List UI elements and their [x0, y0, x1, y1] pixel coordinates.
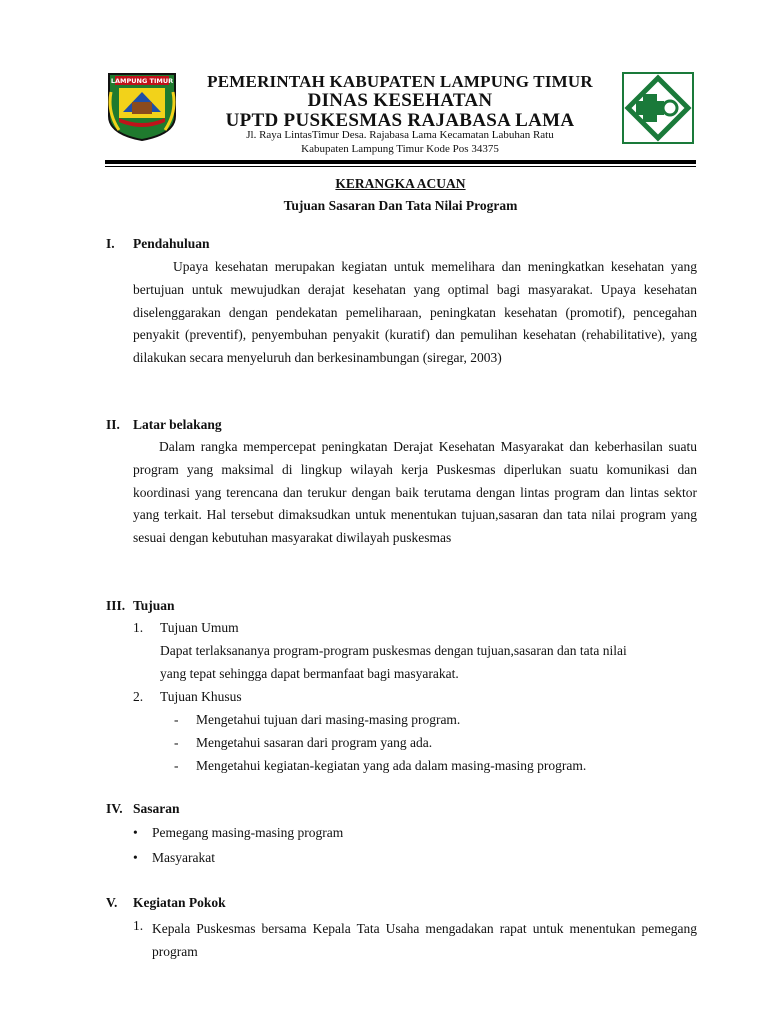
- list-item: Mengetahui sasaran dari program yang ada.: [196, 735, 433, 750]
- section-body-latar-belakang: [133, 436, 697, 550]
- section-heading-tujuan: [106, 598, 406, 616]
- section-heading-kegiatan-pokok: [106, 895, 406, 913]
- letterhead-department: DINAS KESEHATAN: [307, 90, 493, 111]
- dash-marker: -: [174, 735, 179, 750]
- regency-coat-of-arms-icon: [105, 72, 179, 142]
- section-number: IV.: [106, 801, 123, 816]
- list-item: Pemegang masing-masing program: [152, 825, 344, 840]
- document-subtitle: Tujuan Sasaran Dan Tata Nilai Program: [283, 198, 518, 213]
- section-title: Latar belakang: [133, 417, 222, 432]
- bullet-icon: •: [133, 825, 138, 840]
- letterhead-rule-thin: [105, 166, 696, 167]
- health-cross-logo-icon: [622, 72, 694, 144]
- subsection-title-tujuan-khusus: Tujuan Khusus: [160, 689, 242, 704]
- list-number: 1.: [133, 918, 144, 933]
- section-number: V.: [106, 895, 118, 910]
- bullet-icon: •: [133, 850, 138, 865]
- paragraph: Upaya kesehatan merupakan kegiatan untuk memelihara dan meningkatkan kesehatan yang bertujuan untuk mewujudkan derajat kesehatan yang optimal bagi masyarakat. Upaya kesehatan diselenggarakan dengan pendekatan pemeliharaan, peningkatan kesehatan (promotif), pencegahan penyakit (preventif), penyembuhan penyakit (kuratif) dan pemulihan kesehatan (rehabilitative), yang dilakukan secara menyeluruh dan berkesinambungan (siregar, 2003): [133, 259, 697, 366]
- dash-marker: -: [174, 712, 179, 727]
- section-title: Tujuan: [133, 598, 175, 613]
- tujuan-umum-text-line2: yang tepat sehingga dapat bermanfaat bagi masyarakat.: [160, 666, 459, 681]
- section-title: Sasaran: [133, 801, 180, 816]
- section-title: Kegiatan Pokok: [133, 895, 226, 910]
- letterhead-rule-thick: [105, 160, 696, 164]
- list-number: 2.: [133, 689, 144, 704]
- list-item: Mengetahui kegiatan-kegiatan yang ada dalam masing-masing program.: [196, 758, 587, 773]
- section-number: II.: [106, 417, 120, 432]
- section-heading-latar-belakang: [106, 417, 406, 435]
- letterhead-address-postal: Kabupaten Lampung Timur Kode Pos 34375: [301, 143, 499, 155]
- list-number: 1.: [133, 620, 144, 635]
- subsection-title-tujuan-umum: Tujuan Umum: [160, 620, 239, 635]
- section-title: Pendahuluan: [133, 236, 210, 251]
- section-heading-pendahuluan: [106, 236, 406, 254]
- section-body-pendahuluan: [133, 256, 697, 370]
- section-number: I.: [106, 236, 115, 251]
- document-title: KERANGKA ACUAN: [335, 176, 466, 191]
- letterhead-institution: UPTD PUSKESMAS RAJABASA LAMA: [225, 110, 575, 131]
- dash-marker: -: [174, 758, 179, 773]
- paragraph: Kepala Puskesmas bersama Kepala Tata Usaha mengadakan rapat untuk menentukan pemegang program: [152, 921, 697, 959]
- section-heading-sasaran: [106, 801, 406, 819]
- list-item: Masyarakat: [152, 850, 215, 865]
- list-item: Mengetahui tujuan dari masing-masing program.: [196, 712, 461, 727]
- kegiatan-pokok-item: [152, 918, 697, 964]
- left-logo-text: LAMPUNG TIMUR: [110, 77, 174, 85]
- letterhead-government: PEMERINTAH KABUPATEN LAMPUNG TIMUR: [207, 72, 593, 91]
- paragraph: Dalam rangka mempercepat peningkatan Derajat Kesehatan Masyarakat dan keberhasilan suatu program yang maksimal di lingkup wilayah kerja Puskesmas diperlukan suatu komunikasi dan koordinasi yang terencana dan terukur dengan baik terutama dengan lintas program dan lintas sektor yang terkait. Hal tersebut dimaksudkan untuk menentukan tujuan,sasaran dan tata nilai program yang sesuai dengan kebutuhan masyarakat diwilayah puskesmas: [133, 439, 697, 546]
- letterhead-address: Jl. Raya LintasTimur Desa. Rajabasa Lama Kecamatan Labuhan Ratu: [246, 129, 554, 141]
- tujuan-umum-text-line1: Dapat terlaksananya program-program puskesmas dengan tujuan,sasaran dan tata nilai: [160, 643, 627, 658]
- section-number: III.: [106, 598, 126, 613]
